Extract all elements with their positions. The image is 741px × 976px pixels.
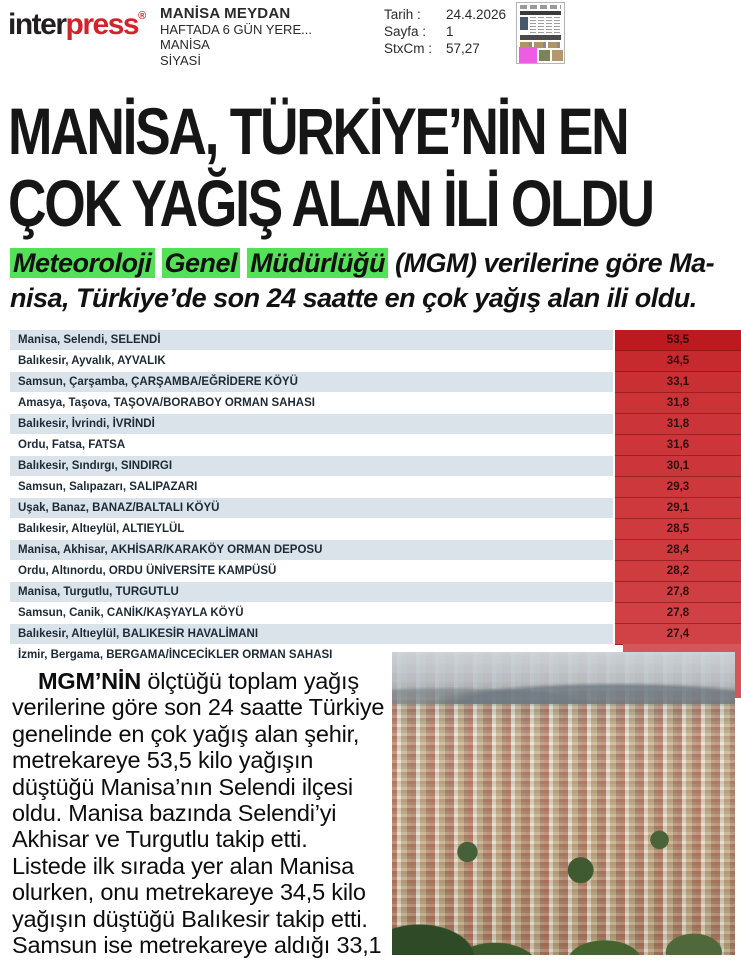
station-cell: Balıkesir, İvrindi, İVRİNDİ [10, 414, 613, 434]
body-line: oldu. Manisa bazında Selendi’yi [12, 800, 337, 827]
value-cell: 29,3 [615, 477, 741, 498]
value-cell: 27,4 [615, 624, 741, 645]
thumb-masthead [520, 5, 561, 9]
rainfall-table [10, 330, 741, 666]
publication-category: SİYASİ [160, 52, 201, 68]
station-cell: Manisa, Akhisar, AKHİSAR/KARAKÖY ORMAN DEPOSU [10, 540, 613, 560]
table-row [10, 372, 741, 392]
table-row [10, 456, 741, 476]
station-cell: Uşak, Banaz, BANAZ/BALTALI KÖYÜ [10, 498, 613, 518]
body-line: olurken, onu metrekareye 34,5 kilo [12, 879, 366, 906]
station-cell: Manisa, Turgutlu, TURGUTLU [10, 582, 613, 602]
value-cell: 27,8 [615, 603, 741, 624]
body-lead-word: MGM’NİN [38, 668, 142, 694]
registered-mark: ® [138, 10, 145, 22]
thumb-photo-block [552, 50, 563, 61]
logo-part-inter: inter [8, 8, 66, 41]
value-cell: 31,8 [615, 393, 741, 414]
body-line: düştüğü Manisa’nın Selendi ilçesi [12, 773, 353, 800]
publication-name: MANİSA MEYDAN [160, 5, 291, 22]
date-label: Tarih : [384, 7, 421, 22]
highlighted-word: Müdürlüğü [247, 248, 388, 278]
station-cell: Samsun, Çarşamba, ÇARŞAMBA/EĞRİDERE KÖYÜ [10, 372, 613, 392]
table-row [10, 540, 741, 560]
subhead-rest: (MGM) verilerine göre Ma- [388, 248, 715, 278]
station-cell: Samsun, Salıpazarı, SALIPAZARI [10, 477, 613, 497]
logo-part-press: press [65, 8, 139, 41]
headline-line-1: MANİSA, TÜRKİYE’NİN EN [8, 94, 628, 169]
article-body [12, 668, 394, 958]
station-cell: İzmir, Bergama, BERGAMA/İNCECİKLER ORMAN SAHASI [10, 645, 613, 665]
interpress-logo [8, 8, 145, 42]
body-line: Akhisar ve Turgutlu takip etti. [12, 826, 308, 853]
stxcm-value: 57,27 [446, 41, 480, 56]
manisa-aerial-photo [392, 652, 735, 955]
headline-line-2: ÇOK YAĞIŞ ALAN İLİ OLDU [8, 166, 653, 241]
value-cell: 28,5 [615, 519, 741, 540]
thumb-headline-bar-2 [520, 35, 561, 40]
table-row [10, 582, 741, 602]
body-line: verilerine göre son 24 saatte Türkiye [12, 694, 385, 721]
table-row [10, 561, 741, 581]
value-cell: 27,8 [615, 582, 741, 603]
article-subhead [10, 246, 736, 316]
newspaper-page-thumbnail[interactable] [516, 2, 565, 64]
body-line: yağışın düştüğü Balıkesir takip etti. [12, 905, 368, 932]
body-line: metrekareye 53,5 kilo yağışın [12, 747, 314, 774]
publication-city: MANİSA [160, 37, 210, 52]
table-row [10, 351, 741, 371]
thumb-text-column [530, 17, 536, 33]
photo-mountains [392, 678, 735, 704]
table-row [10, 603, 741, 623]
value-cell: 53,5 [615, 330, 741, 351]
clipping-meta [384, 6, 506, 57]
body-lead-rest: ölçtüğü toplam yağış [141, 668, 359, 694]
value-cell: 29,1 [615, 498, 741, 519]
table-row [10, 624, 741, 644]
value-cell: 28,4 [615, 540, 741, 561]
value-cell: 31,6 [615, 435, 741, 456]
thumb-text-column [546, 17, 552, 33]
value-cell: 33,1 [615, 372, 741, 393]
publication-info [160, 6, 312, 68]
value-cell: 31,8 [615, 414, 741, 435]
table-row [10, 414, 741, 434]
article-headline [8, 96, 741, 240]
station-cell: Balıkesir, Ayvalık, AYVALIK [10, 351, 613, 371]
station-cell: Ordu, Fatsa, FATSA [10, 435, 613, 455]
station-cell: Samsun, Canik, CANİK/KAŞYAYLA KÖYÜ [10, 603, 613, 623]
station-cell: Ordu, Altınordu, ORDU ÜNİVERSİTE KAMPÜSÜ [10, 561, 613, 581]
table-row [10, 330, 741, 350]
table-row [10, 519, 741, 539]
station-cell: Manisa, Selendi, SELENDİ [10, 330, 613, 350]
subhead-line-2: nisa, Türkiye’de son 24 saatte en çok yağış alan ili oldu. [10, 283, 697, 313]
body-line: Samsun ise metrekareye aldığı 33,1 [12, 932, 382, 959]
thumb-photo-block [520, 17, 528, 30]
table-row [10, 498, 741, 518]
value-cell: 28,2 [615, 561, 741, 582]
table-row [10, 393, 741, 413]
page-value: 1 [446, 24, 454, 39]
thumb-text-column [538, 17, 544, 33]
station-cell: Balıkesir, Altıeylül, ALTIEYLÜL [10, 519, 613, 539]
body-line: genelinde en çok yağış alan şehir, [12, 720, 360, 747]
date-value: 24.4.2026 [446, 7, 507, 22]
body-line [12, 668, 394, 694]
thumb-headline-bar [520, 11, 561, 15]
station-cell: Amasya, Taşova, TAŞOVA/BORABOY ORMAN SAHASI [10, 393, 613, 413]
thumb-photo-block [539, 50, 550, 61]
value-cell: 30,1 [615, 456, 741, 477]
value-cell: 34,5 [615, 351, 741, 372]
station-cell: Balıkesir, Altıeylül, BALIKESİR HAVALİMANI [10, 624, 613, 644]
table-row [10, 477, 741, 497]
body-lines [12, 694, 394, 958]
table-row [10, 435, 741, 455]
body-line: Listede ilk sırada yer alan Manisa [12, 852, 354, 879]
publication-frequency: HAFTADA 6 GÜN YERE... [160, 21, 312, 37]
page-label: Sayfa : [384, 24, 427, 39]
highlighted-word: Meteoroloji [10, 248, 155, 278]
station-cell: Balıkesir, Sındırgı, SINDIRGI [10, 456, 613, 476]
highlighted-word: Genel [162, 248, 241, 278]
thumb-text-column [554, 17, 560, 33]
thumb-article-highlight [519, 47, 537, 63]
stxcm-label: StxCm : [384, 41, 433, 56]
